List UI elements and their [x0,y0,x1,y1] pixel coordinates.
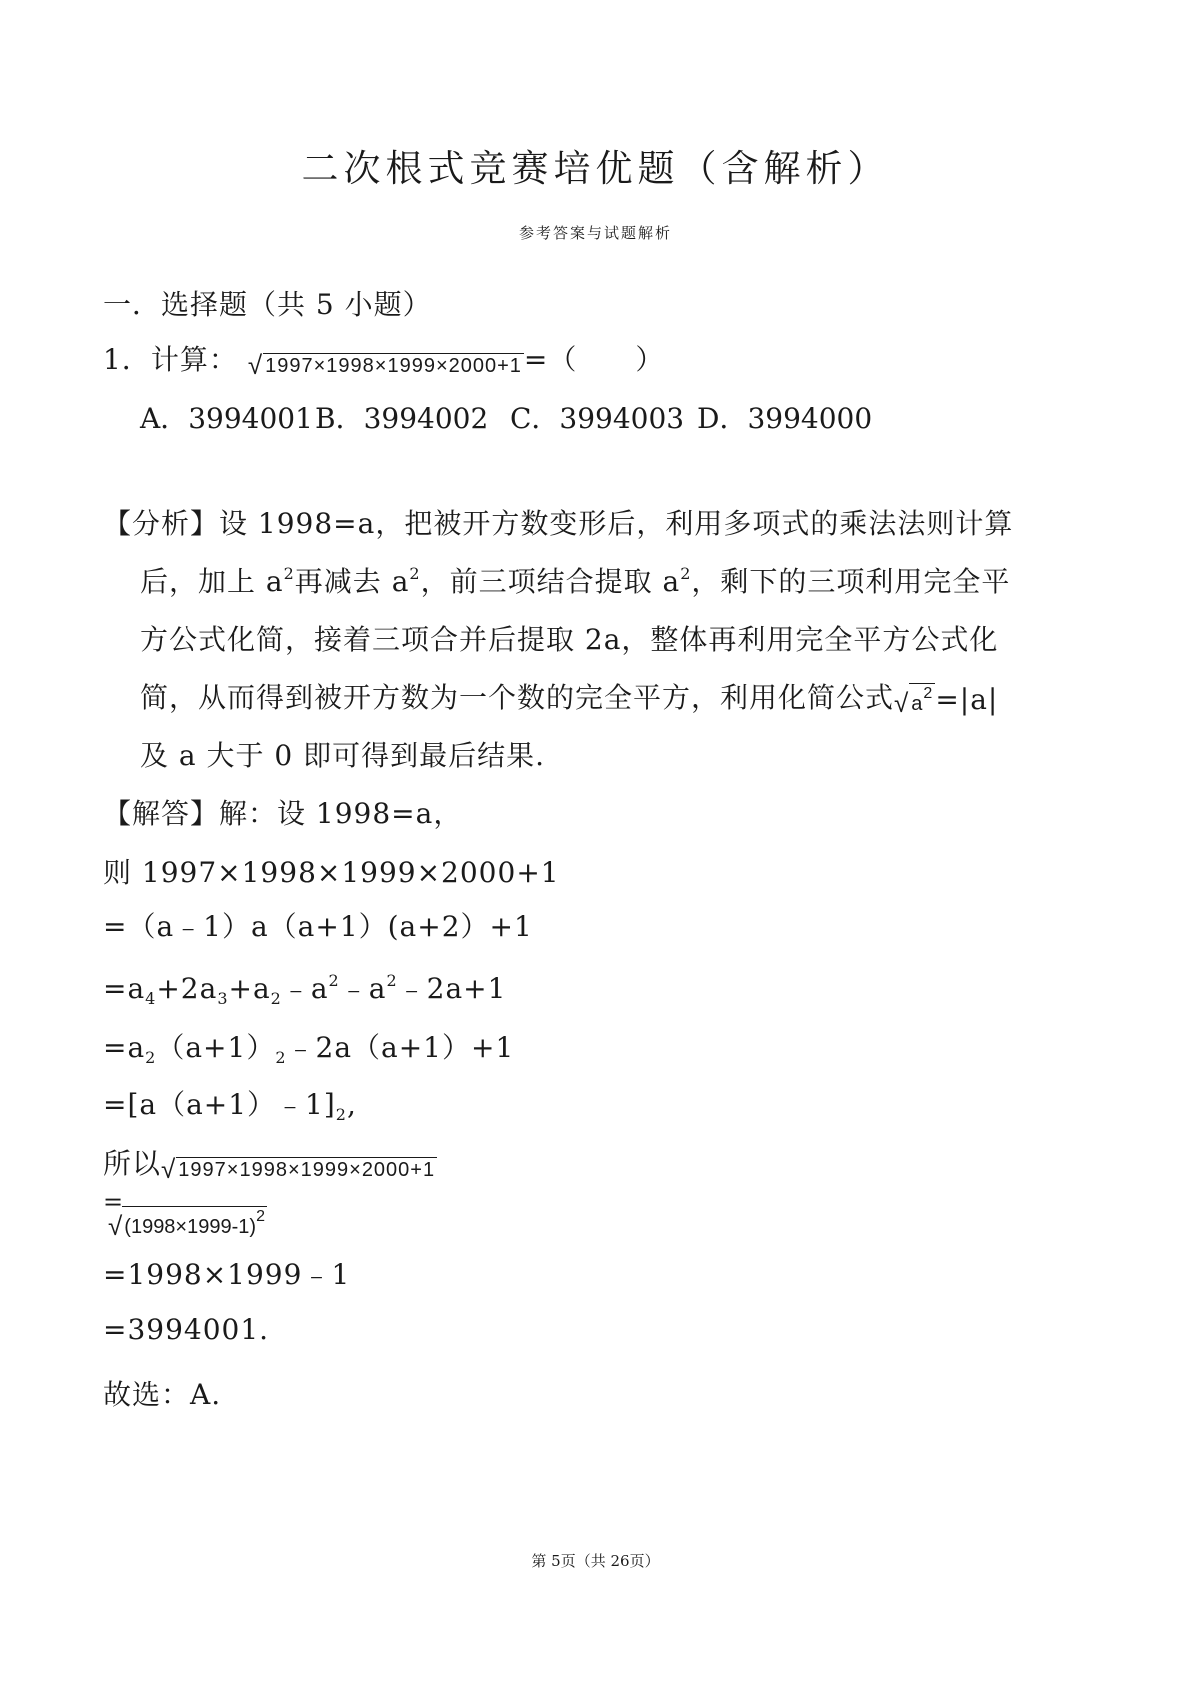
solution-radical-2 [108,1206,267,1239]
analysis-text: 简，从而得到被开方数为一个数的完全平方，利用化简公式 [140,681,895,714]
solution-step-5 [103,1083,357,1124]
solution-intro: 【解答】解：设 1998=a， [103,797,463,830]
expr-part: （a+1） [156,1031,276,1064]
formula-radical [894,683,935,716]
analysis-line-4 [140,676,998,716]
solution-radical-1 [161,1156,437,1182]
sqrt-icon: √ [894,688,910,718]
expr-part: , [346,1088,357,1121]
exponent: 2 [328,971,340,990]
section-heading: 一．选择题（共 5 小题） [103,288,432,321]
sqrt-icon: √ [108,1211,123,1241]
expr-part: ﹣2a（a+1）+1 [286,1031,515,1064]
radicand-var: a [911,693,924,715]
question-1 [103,338,664,378]
superscript: 2 [923,685,934,702]
expr-part: +2a [156,972,218,1005]
page-subtitle: 参考答案与试题解析 [518,224,672,242]
sqrt-icon: √ [161,1154,177,1184]
expr-part: =a [103,1031,146,1064]
analysis-line-1: 【分析】设 1998=a，把被开方数变形后，利用多项式的乘法法则计算 [103,507,1014,540]
question-radicand: 1997×1998×1999×2000+1 [265,355,522,377]
solution-equals: = [103,1188,125,1216]
option-a: A．3994001 [140,402,313,435]
expr-part: =a [103,972,146,1005]
superscript: 2 [409,564,421,583]
solution-step-4 [103,1026,514,1067]
exponent: 2 [270,989,282,1008]
exponent: 2 [256,1208,265,1225]
solution-step-9: =3994001. [103,1313,270,1346]
solution-step-3 [103,967,506,1008]
exponent: 2 [145,1048,157,1067]
question-number: 1．计算： [103,343,238,376]
analysis-text: 再减去 a [294,565,410,598]
solution-step-7 [108,1206,267,1239]
solution-text: 所以 [103,1147,162,1180]
expr-part: =[a（a+1）﹣1] [103,1088,336,1121]
analysis-line-5: 及 a 大于 0 即可得到最后结果. [140,739,546,772]
analysis-text: ，剩下的三项利用完全平 [691,565,1011,598]
solution-step-8: =1998×1999﹣1 [103,1258,351,1291]
page-footer: 第 5页（共 26页） [531,1552,660,1570]
solution-radicand-2 [122,1206,267,1239]
analysis-text: 后，加上 a [140,565,284,598]
page-title: 二次根式竞赛培优题（含解析） [301,147,890,190]
radicand-expr: (1998×1999-1) [124,1216,257,1238]
solution-radicand-1: 1997×1998×1999×2000+1 [178,1159,436,1181]
exponent: 2 [335,1105,347,1124]
exponent: 3 [217,989,229,1008]
expr-part: ﹣a [281,972,329,1005]
superscript: 2 [680,564,692,583]
solution-step-6 [103,1142,437,1182]
expr-part: ﹣a [339,972,387,1005]
superscript: 2 [283,564,295,583]
analysis-line-2 [140,560,1010,600]
question-radical [248,352,524,378]
exponent: 2 [386,971,398,990]
expr-part: +a [228,972,271,1005]
analysis-text: =|a| [935,683,999,716]
formula-radicand [909,683,935,716]
exponent: 2 [275,1048,287,1067]
analysis-text: ，前三项结合提取 a [420,565,681,598]
question-blank: =（ ） [523,343,665,376]
expr-part: ﹣2a+1 [397,972,507,1005]
solution-step-2: =（a﹣1）a（a+1）(a+2）+1 [103,910,533,943]
exponent: 4 [145,989,157,1008]
sqrt-icon: √ [247,350,264,380]
analysis-line-3: 方公式化简，接着三项合并后提取 2a，整体再利用完全平方公式化 [140,623,999,656]
solution-answer: 故选：A. [103,1378,222,1411]
option-d: D．3994000 [697,402,873,435]
solution-step-1: 则 1997×1998×1999×2000+1 [103,856,560,889]
option-c: C．3994003 [510,402,685,435]
option-b: B．3994002 [315,402,489,435]
